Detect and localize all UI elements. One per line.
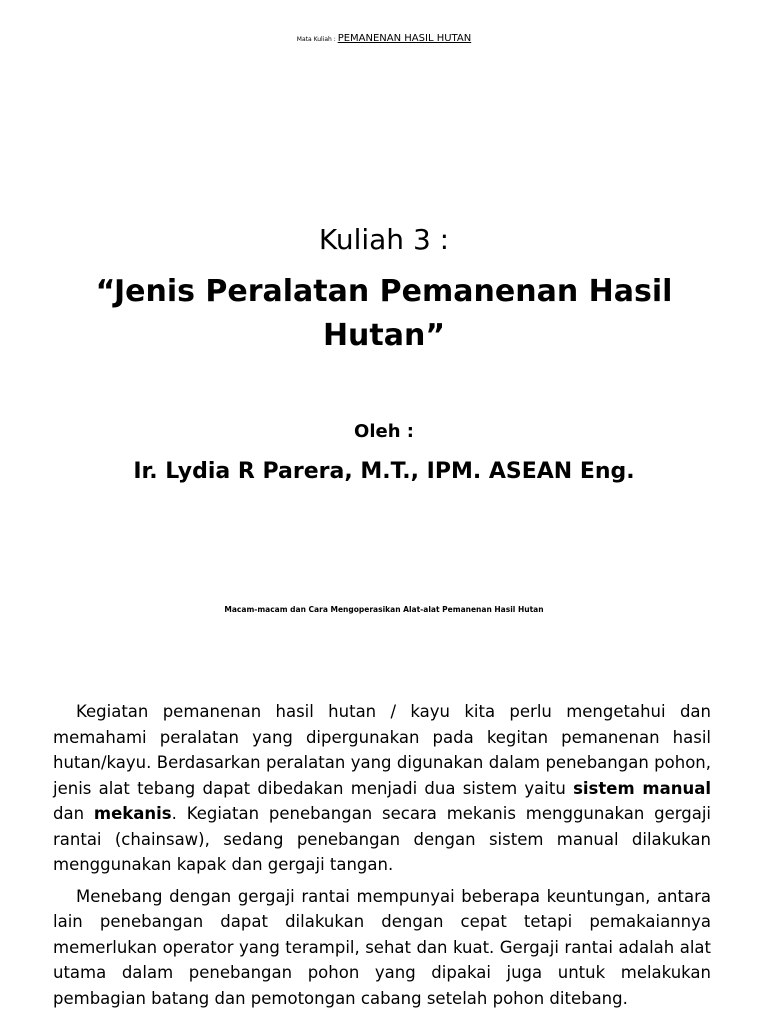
- paragraph-1: [53, 699, 711, 878]
- author-name: Ir. Lydia R Parera, M.T., IPM. ASEAN Eng.: [133, 459, 635, 484]
- lecture-title: “Jenis Peralatan Pemanenan Hasil Hutan”: [95, 274, 673, 353]
- course-label: Mata Kuliah :: [296, 36, 338, 43]
- paragraph-1-text-b: dan: [53, 804, 94, 823]
- by-label: Oleh :: [354, 421, 414, 442]
- paragraph-2: Menebang dengan gergaji rantai mempunyai beberapa keuntungan, antara lain penebangan dapat dilakukan dengan cepat tetapi pemakaiannya memerlukan operator yang terampil, sehat dan kuat. Gergaji rantai adalah alat utama dalam penebangan pohon yang dipakai juga untuk melakukan pembagian batang dan pemotongan cabang setelah pohon ditebang.: [53, 886, 711, 1008]
- paragraph-1-text-c: . Kegiatan penebangan secara mekanis menggunakan gergaji rantai (chainsaw), sedang penebangan dengan sistem manual dilakukan menggunakan kapak dan gergaji tangan.: [53, 804, 711, 874]
- section-caption: Macam-macam dan Cara Mengoperasikan Alat-alat Pemanenan Hasil Hutan: [224, 605, 544, 614]
- course-name: PEMANENAN HASIL HUTAN: [337, 33, 472, 44]
- bold-term-mekanis: mekanis: [93, 804, 172, 823]
- paragraph-1-text-a: Kegiatan pemanenan hasil hutan / kayu kita perlu mengetahui dan memahami peralatan yang dipergunakan pada kegitan pemanenan hasil hutan/kayu. Berdasarkan peralatan yang digunakan dalam penebangan pohon, jenis alat tebang dapat dibedakan menjadi dua sistem yaitu: [53, 702, 711, 798]
- running-header: [0, 30, 768, 46]
- bold-term-manual: sistem manual: [573, 778, 711, 798]
- body-text: [53, 699, 711, 1017]
- lecture-number: Kuliah 3 :: [318, 223, 450, 256]
